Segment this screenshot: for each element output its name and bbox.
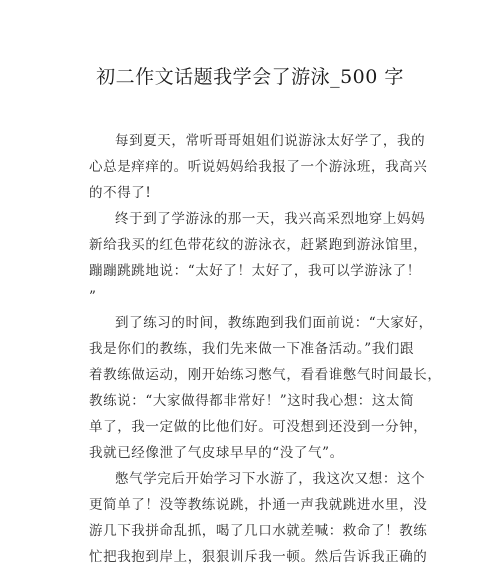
text-line: 单了，我一定做的比他们好。可没想到还没到一分钟， — [89, 419, 428, 435]
text-line: 新给我买的红色带花纹的游泳衣，赶紧跑到游泳馆里， — [89, 237, 428, 253]
text-line: 着教练做运动，刚开始练习憋气，看看谁憋气时间最长， — [89, 367, 442, 383]
text-line: 蹦蹦跳跳地说：“太好了！太好了，我可以学游泳了！ — [89, 263, 421, 279]
text-line: 我就已经像泄了气皮球早早的“没了气”。 — [89, 445, 344, 461]
text-line: ” — [89, 289, 97, 305]
text-line: 的不得了! — [89, 185, 152, 201]
text-line: 心总是痒痒的。听说妈妈给我报了一个游泳班，我高兴 — [89, 159, 428, 175]
text-line: 忙把我抱到岸上，狠狠训斥我一顿。然后告诉我正确的 — [89, 549, 428, 565]
document-title: 初二作文话题我学会了游泳_500 字 — [96, 66, 404, 88]
text-line: 教练说：“大家做得都非常好！”这时我心想：这太简 — [89, 393, 415, 409]
text-line: 憋气学完后开始学习下水游了，我这次又想：这个 — [115, 471, 426, 487]
text-line: 游几下我拼命乱抓，喝了几口水就差喊：救命了！教练 — [89, 523, 428, 539]
text-line: 更简单了！没等教练说跳，扑通一声我就跳进水里，没 — [89, 497, 428, 513]
text-line: 我是你们的教练，我们先来做一下准备活动。”我们跟 — [89, 341, 415, 357]
text-line: 终于到了学游泳的那一天，我兴高采烈地穿上妈妈 — [115, 211, 426, 227]
text-line: 每到夏天，常听哥哥姐姐们说游泳太好学了，我的 — [115, 133, 426, 149]
text-line: 到了练习的时间，教练跑到我们面前说：“大家好， — [115, 315, 433, 331]
